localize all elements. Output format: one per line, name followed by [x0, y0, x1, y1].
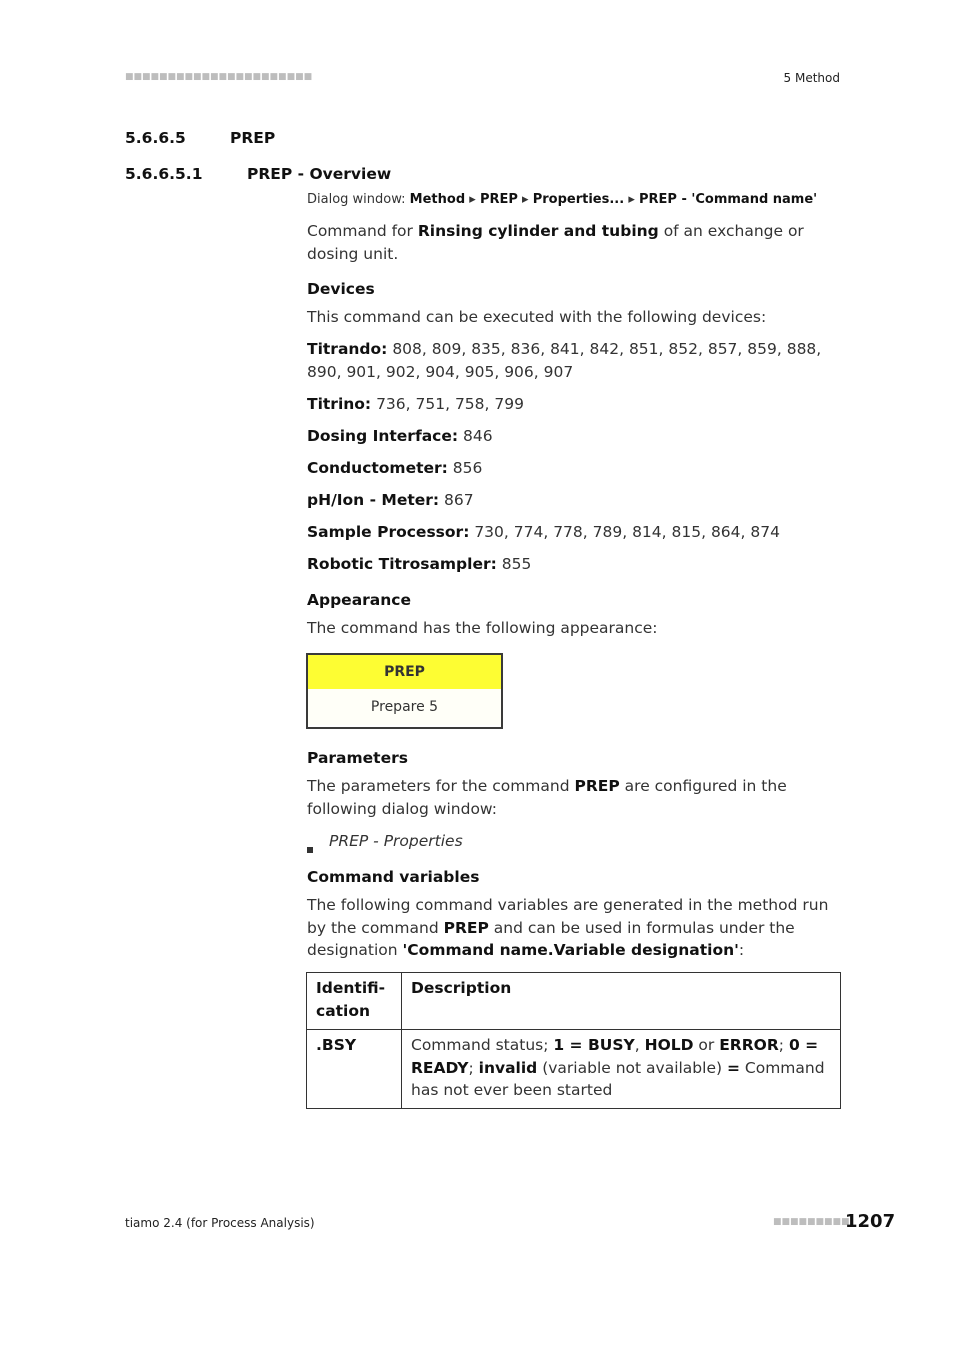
dialog-path-1: Method [409, 192, 466, 207]
command-box-title: PREP [308, 655, 501, 689]
path-separator-icon: ▸ [628, 192, 635, 207]
appearance-heading: Appearance [307, 591, 411, 609]
devices-heading: Devices [307, 280, 375, 298]
device-dosing-interface: Dosing Interface: 846 [307, 427, 493, 445]
table-header-cell: Description [402, 973, 841, 1030]
table-header-cell: Identifi-cation [307, 973, 402, 1030]
device-robotic-titrosampler: Robotic Titrosampler: 855 [307, 555, 532, 573]
section-title: PREP [230, 129, 276, 147]
dialog-path-2: PREP [479, 192, 518, 207]
command-box-name: Prepare 5 [308, 689, 501, 725]
dialog-prefix: Dialog window: [307, 192, 410, 207]
bullet-icon [307, 838, 313, 857]
table-row [307, 1030, 841, 1109]
variables-table [306, 972, 841, 1109]
dialog-path [307, 192, 817, 207]
parameters-link[interactable]: PREP - Properties [329, 832, 463, 850]
subsection-title: PREP - Overview [247, 165, 392, 183]
footer-product: tiamo 2.4 (for Process Analysis) [125, 1216, 315, 1230]
command-appearance-box [306, 653, 503, 729]
device-conductometer: Conductometer: 856 [307, 459, 483, 477]
intro-paragraph: Command for Rinsing cylinder and tubing of an exchange or dosing unit. [307, 222, 804, 263]
footer-squares: ■■■■■■■■■ [773, 1217, 850, 1227]
header-squares: ■■■■■■■■■■■■■■■■■■■■■■ [125, 72, 313, 82]
dialog-path-4: PREP - 'Command name' [638, 192, 818, 207]
subsection-number: 5.6.6.5.1 [125, 165, 203, 183]
table-cell-description: Command status; 1 = BUSY, HOLD or ERROR; 0 = READY; invalid (variable not available) = Command has not ever been started [402, 1030, 841, 1109]
device-ph-ion-meter: pH/Ion - Meter: 867 [307, 491, 474, 509]
path-separator-icon: ▸ [522, 192, 529, 207]
appearance-intro: The command has the following appearance: [307, 619, 658, 637]
parameters-heading: Parameters [307, 749, 408, 767]
header-chapter: 5 Method [783, 71, 840, 85]
device-titrando: Titrando: 808, 809, 835, 836, 841, 842, 851, 852, 857, 859, 888, 890, 901, 902, 904, 905, 906, 907 [307, 340, 822, 381]
device-sample-processor: Sample Processor: 730, 774, 778, 789, 814, 815, 864, 874 [307, 523, 780, 541]
parameters-text: The parameters for the command PREP are configured in the following dialog window: [307, 777, 787, 818]
section-number: 5.6.6.5 [125, 129, 186, 147]
variables-heading: Command variables [307, 868, 480, 886]
page-number: 1207 [845, 1211, 896, 1232]
variables-text: The following command variables are generated in the method run by the command PREP and can be used in formulas under the designation 'Command name.Variable designation': [307, 896, 829, 959]
device-titrino: Titrino: 736, 751, 758, 799 [307, 395, 524, 413]
devices-intro: This command can be executed with the following devices: [307, 308, 767, 326]
table-cell-id: .BSY [307, 1030, 402, 1109]
table-header-row [307, 973, 841, 1030]
dialog-path-3: Properties... [532, 192, 625, 207]
path-separator-icon: ▸ [469, 192, 476, 207]
